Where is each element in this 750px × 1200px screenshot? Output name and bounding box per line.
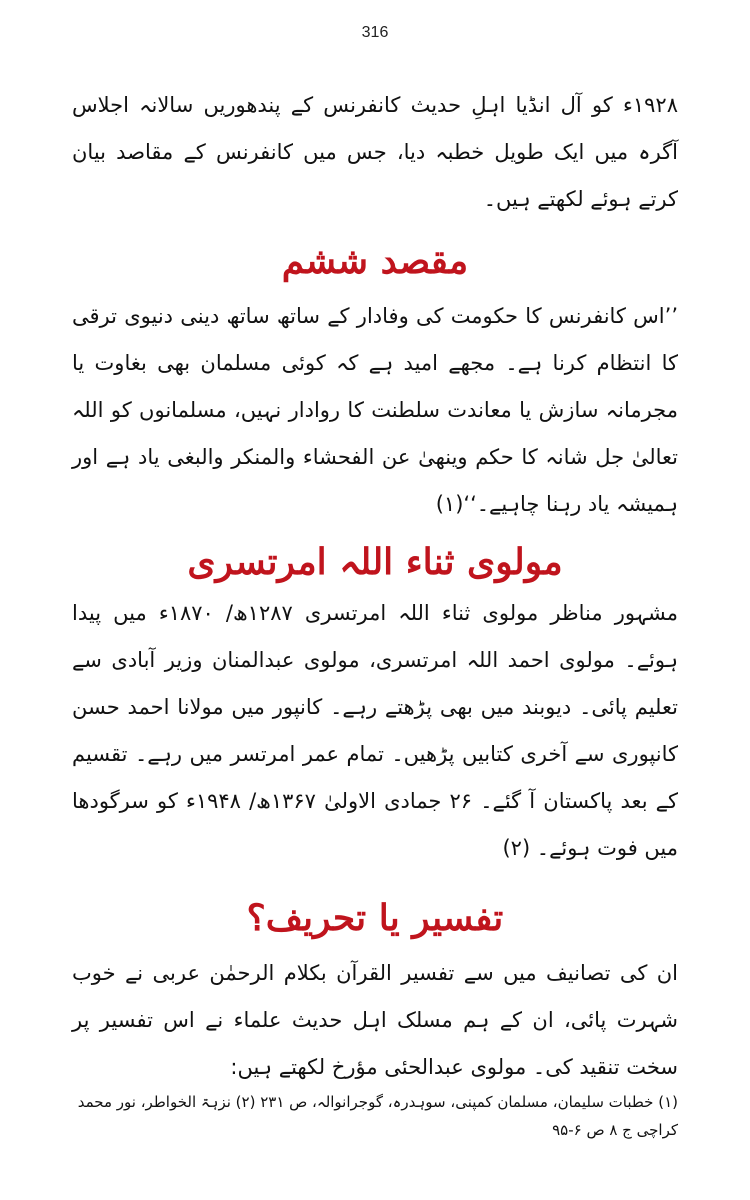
- heading-maqsad-shashum: مقصد ششم: [281, 240, 469, 282]
- footnotes: (۱) خطبات سلیمان، مسلمان کمپنی، سوہدرہ، گوجرانوالہ، ص ۲۳۱ (۲) نزہۃ الخواطر، نور محمد کراچی ج ۸ ص ۶-۹۵: [77, 1093, 678, 1139]
- biography-paragraph: مشہور مناظر مولوی ثناء اللہ امرتسری ۱۲۸۷ھ/ ۱۸۷۰ء میں پیدا ہوئے۔ مولوی احمد اللہ امرتسری، مولوی عبدالمنان وزیر آبادی سے تعلیم پائی۔ دیوبند میں بھی پڑھتے رہے۔ کانپور میں مولانا احمد حسن کانپوری سے آخری کتابیں پڑھیں۔ تمام عمر امرتسر میں رہے۔ تقسیم کے بعد پاکستان آ گئے۔ ۲۶ جمادی الاولیٰ ۱۳۶۷ھ/ ۱۹۴۸ء کو سرگودھا میں فوت ہوئے۔ (۲): [72, 601, 678, 860]
- tafseer-paragraph: ان کی تصانیف میں سے تفسیر القرآن بکلام الرحمٰن عربی نے خوب شہرت پائی، ان کے ہم مسلک اہل حدیث علماء نے اس تفسیر پر سخت تنقید کی۔ مولوی عبدالحئی مؤرخ لکھتے ہیں:: [72, 961, 678, 1079]
- intro-paragraph: ۱۹۲۸ء کو آل انڈیا اہلِ حدیث کانفرنس کے پندھوریں سالانہ اجلاس آگرہ میں ایک طویل خطبہ دیا، جس میں کانفرنس کے مقاصد بیان کرتے ہوئے لکھتے ہیں۔: [72, 93, 678, 211]
- heading-sanaullah-amritsari: مولوی ثناء اللہ امرتسری: [187, 541, 563, 583]
- page-content: [72, 82, 678, 1091]
- quote-paragraph: ’’اس کانفرنس کا حکومت کی وفادار کے ساتھ ساتھ دینی دنیوی ترقی کا انتظام کرنا ہے۔ مجھے امید ہے کہ کوئی مسلمان بھی بغاوت یا مجرمانہ سازش یا معاندت سلطنت کا روادار نہیں، مسلمانوں کو اللہ تعالیٰ جل شانہ کا حکم وینھیٰ عن الفحشاء والمنکر والبغی یاد ہے اور ہمیشہ یاد رہنا چاہیے۔‘‘(۱): [72, 304, 678, 516]
- heading-tafseer-ya-tahreef: تفسیر یا تحریف؟: [246, 897, 504, 939]
- page-number: 316: [361, 24, 389, 41]
